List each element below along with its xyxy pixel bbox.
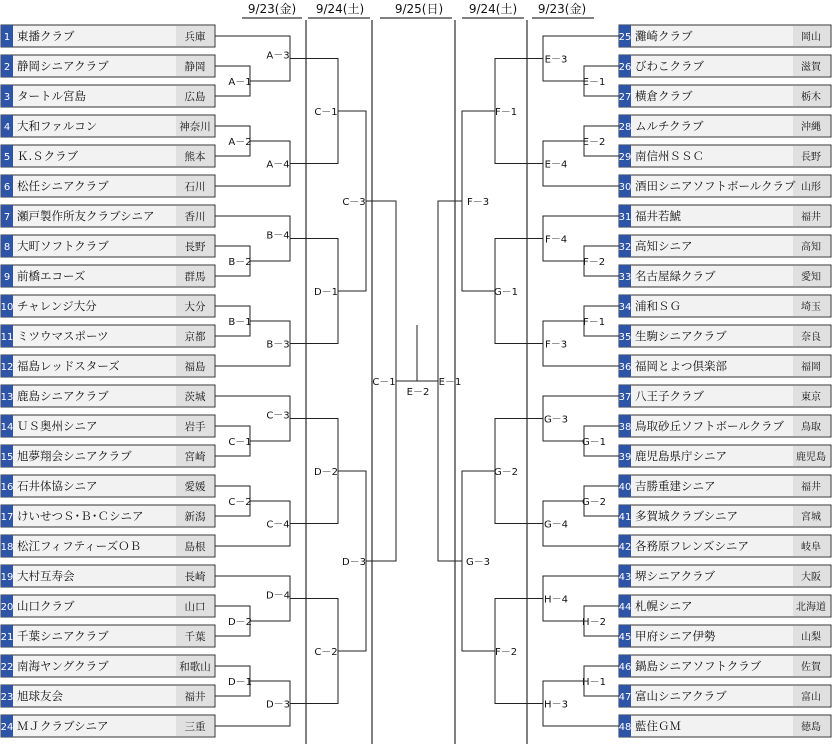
team-prefecture: 岩手 [184,421,206,433]
team-entry [1,325,215,347]
team-prefecture: 新潟 [184,511,206,523]
match-label: C－1 [228,437,252,448]
match-label: G－2 [493,467,519,478]
team-prefecture: 鳥取 [801,422,821,433]
seed-number: 34 [618,302,632,313]
match-label: H－3 [544,699,568,711]
team-prefecture: 山口 [184,601,206,613]
team-name: 浦和ＳＧ [635,299,681,313]
team-prefecture: 兵庫 [184,31,206,43]
team-prefecture: 長野 [184,241,206,253]
seed-number: 3 [3,92,11,103]
seed-number: 19 [0,572,14,583]
match-label: B－1 [228,317,252,328]
seed-number: 32 [618,242,632,253]
seed-number: 14 [0,422,14,433]
team-entry [1,145,215,167]
team-name: 吉勝重建シニア [635,479,716,493]
team-entry [619,415,831,437]
team-prefecture: 山梨 [801,632,821,643]
match-label: A－3 [266,50,290,62]
seed-number: 28 [618,122,632,133]
match-label: C－4 [266,519,290,531]
seed-number: 36 [618,362,632,373]
match-label: G－1 [493,287,519,298]
team-prefecture: 福島 [184,361,206,373]
team-name: 灘崎クラブ [635,29,693,43]
match-label: F－4 [544,234,568,246]
seed-number: 26 [618,62,632,73]
team-prefecture: 大阪 [801,572,821,583]
team-prefecture: 徳島 [801,722,821,733]
team-name: 南信州ＳＳＣ [635,149,704,163]
match-label: C－3 [266,410,290,422]
team-prefecture: 鹿児島 [796,452,826,463]
team-entry [619,145,831,167]
seed-number: 38 [618,422,632,433]
team-prefecture: 石川 [184,181,206,193]
seed-number: 39 [618,452,632,463]
team-name: びわこクラブ [635,59,704,73]
match-label: A－1 [228,77,252,88]
team-name: 旭球友会 [17,689,63,703]
team-entry [619,505,831,527]
team-entry [1,235,215,257]
team-entry [1,55,215,77]
team-prefecture: 香川 [184,211,206,223]
team-entry [619,655,831,677]
match-label: F－1 [582,317,606,328]
team-prefecture: 滋賀 [801,62,821,73]
team-prefecture: 長崎 [184,571,206,583]
match-label: E－4 [544,159,568,171]
team-entry [1,595,215,617]
team-prefecture: 群馬 [184,271,206,283]
team-name: 各務原フレンズシニア [635,539,749,553]
team-prefecture: 山形 [801,182,821,193]
match-label: C－1 [372,377,396,388]
team-entry [1,205,215,227]
team-name: 札幌シニア [635,599,693,613]
date-header: 9/24(土) [315,2,365,16]
team-name: タートル宮島 [17,89,86,103]
seed-number: 24 [0,722,14,733]
match-label: D－4 [265,590,291,602]
team-entry [619,595,831,617]
seed-number: 48 [618,722,632,733]
team-entry [1,685,215,707]
team-name: 鳥取砂丘ソフトボールクラブ [635,419,785,433]
team-prefecture: 佐賀 [801,662,821,673]
seed-number: 1 [3,32,11,43]
team-entry [1,115,215,137]
team-name: 福岡とよつ倶楽部 [635,359,727,373]
team-prefecture: 北海道 [796,602,826,613]
seed-number: 42 [618,542,632,553]
team-prefecture: 富山 [801,692,821,703]
team-name: 松任シニアクラブ [17,179,109,193]
match-label: D－1 [227,677,253,688]
team-entry [1,565,215,587]
team-prefecture: 茨城 [184,391,206,403]
team-entry [619,535,831,557]
seed-number: 20 [0,602,14,613]
match-label: C－3 [342,197,366,208]
team-name: 鹿島シニアクラブ [17,389,109,403]
seed-number: 2 [3,62,11,73]
seed-number: 7 [3,212,11,223]
seed-number: 11 [0,332,14,343]
team-name: 千葉シニアクラブ [17,629,109,643]
team-prefecture: 栃木 [801,92,821,103]
team-name: 鹿児島県庁シニア [635,449,727,463]
team-name: 石井体協シニア [17,479,98,493]
team-name: 甲府シニア伊勢 [635,629,716,643]
team-name: ＵＳ奥州シニア [17,419,98,433]
team-name: ムルチクラブ [635,119,704,133]
team-name: 福井若鯱 [635,209,681,223]
seed-number: 16 [0,482,14,493]
team-entry [619,325,831,347]
seed-number: 33 [618,272,632,283]
team-entry [619,25,831,47]
team-entry [619,685,831,707]
team-name: 旭夢翔会シニアクラブ [17,449,132,463]
seed-number: 9 [3,272,11,283]
match-label: C－2 [314,647,338,658]
team-name: 多賀城クラブシニア [635,509,739,523]
team-name: 八王子クラブ [635,389,704,403]
match-label: E－3 [544,54,568,66]
team-prefecture: 沖縄 [801,122,821,133]
match-label: E－2 [582,137,606,148]
team-prefecture: 神奈川 [179,121,211,133]
team-name: 名古屋緑クラブ [635,269,716,283]
team-entry [1,415,215,437]
team-entry [1,625,215,647]
team-name: 大和ファルコン [17,119,98,133]
match-label: H－4 [544,594,568,606]
seed-number: 8 [3,242,11,253]
team-entry [619,355,831,377]
match-label: E－2 [406,387,430,398]
seed-number: 4 [3,122,11,133]
seed-number: 35 [618,332,632,343]
seed-number: 13 [0,392,14,403]
match-label: F－2 [494,647,518,658]
team-name: 東播クラブ [17,29,75,43]
match-label: E－1 [582,77,606,88]
team-name: 瀬戸製作所友クラブシニア [17,209,155,223]
team-prefecture: 愛媛 [184,481,206,493]
team-name: 生駒シニアクラブ [635,329,727,343]
team-name: 大町ソフトクラブ [17,239,109,253]
match-label: E－1 [438,377,462,388]
team-entry [1,475,215,497]
match-label: D－2 [227,617,253,628]
match-label: F－2 [582,257,606,268]
team-name: 藍住ＧＭ [635,719,681,733]
team-name: ＭＪクラブシニア [17,719,109,733]
seed-number: 25 [618,32,632,43]
match-label: B－3 [266,339,290,351]
team-entry [619,85,831,107]
team-entry [1,715,215,737]
match-label: G－1 [581,437,607,448]
team-entry [619,565,831,587]
date-header: 9/23(金) [537,2,587,16]
match-label: B－4 [266,230,290,242]
team-name: ミツウマスポーツ [17,329,109,343]
match-label: D－3 [341,557,367,568]
match-label: H－1 [582,677,606,688]
seed-number: 27 [618,92,632,103]
team-entry [1,445,215,467]
seed-number: 17 [0,512,14,523]
team-name: 高知シニア [635,239,693,253]
match-label: B－2 [228,257,252,268]
team-prefecture: 福井 [801,212,821,223]
seed-number: 22 [0,662,14,673]
team-entry [619,385,831,407]
team-prefecture: 大分 [184,301,206,313]
match-label: F－1 [494,107,518,118]
match-label: G－3 [543,414,569,426]
seed-number: 41 [618,512,632,523]
team-name: 福島レッドスターズ [17,359,120,373]
team-entry [619,205,831,227]
team-prefecture: 広島 [184,91,206,103]
team-name: 富山シニアクラブ [635,689,727,703]
team-name: 松江フィフティーズＯＢ [17,539,142,553]
team-entry [1,175,215,197]
team-prefecture: 熊本 [184,151,206,163]
team-prefecture: 宮城 [801,512,821,523]
team-prefecture: 京都 [184,331,206,343]
seed-number: 44 [618,602,632,613]
team-entry [619,175,831,197]
seed-number: 6 [3,182,11,193]
match-label: D－1 [313,287,339,298]
team-name: 静岡シニアクラブ [17,59,109,73]
team-prefecture: 和歌山 [179,661,211,673]
team-entry [1,25,215,47]
team-entry [1,85,215,107]
team-name: チャレンジ大分 [17,299,97,313]
team-prefecture: 福岡 [801,362,821,373]
team-prefecture: 埼玉 [801,302,821,313]
team-name: Ｋ.Ｓクラブ [17,149,79,163]
match-label: F－3 [544,339,568,351]
match-label: G－3 [465,557,491,568]
team-entry [1,655,215,677]
team-entry [1,535,215,557]
seed-number: 45 [618,632,632,643]
team-name: 山口クラブ [17,599,75,613]
seed-number: 5 [3,152,11,163]
team-prefecture: 静岡 [184,61,206,73]
seed-number: 23 [0,692,14,703]
seed-number: 47 [618,692,632,703]
team-prefecture: 三重 [184,721,206,733]
team-entry [1,385,215,407]
team-prefecture: 島根 [184,541,206,553]
seed-number: 12 [0,362,14,373]
team-entry [1,295,215,317]
team-prefecture: 奈良 [801,332,821,343]
match-label: D－2 [313,467,339,478]
team-entry [619,445,831,467]
team-name: 堺シニアクラブ [635,569,716,583]
team-name: 酒田シニアソフトボールクラブ [635,179,796,193]
team-prefecture: 愛知 [801,272,821,283]
team-prefecture: 岐阜 [801,542,821,553]
team-prefecture: 宮崎 [184,451,206,463]
team-prefecture: 福井 [184,691,206,703]
team-entry [619,115,831,137]
match-label: C－1 [314,107,338,118]
match-label: G－4 [543,519,569,531]
match-label: A－4 [266,159,290,171]
seed-number: 29 [618,152,632,163]
match-label: H－2 [582,617,606,628]
team-entry [619,295,831,317]
team-name: 前橋エコーズ [17,269,86,283]
seed-number: 21 [0,632,14,643]
team-name: 南海ヤングクラブ [17,659,109,673]
seed-number: 40 [618,482,632,493]
date-header: 9/25(日) [394,2,444,16]
date-header: 9/24(土) [468,2,518,16]
seed-number: 10 [0,302,14,313]
seed-number: 46 [618,662,632,673]
team-entry [1,265,215,287]
team-entry [1,355,215,377]
seed-number: 30 [618,182,632,193]
team-prefecture: 長野 [801,152,821,163]
team-prefecture: 福井 [801,482,821,493]
team-entry [619,55,831,77]
match-label: F－3 [466,197,490,208]
team-name: けいせつＳ･Ｂ･Ｃシニア [17,509,144,523]
team-name: 鍋島シニアソフトクラブ [635,659,762,673]
match-label: C－2 [228,497,252,508]
team-prefecture: 高知 [801,242,821,253]
team-entry [1,505,215,527]
team-entry [619,235,831,257]
seed-number: 18 [0,542,14,553]
team-prefecture: 東京 [801,392,821,403]
seed-number: 31 [618,212,632,223]
team-entry [619,475,831,497]
date-header: 9/23(金) [247,2,297,16]
match-label: D－3 [265,699,291,711]
team-entry [619,715,831,737]
team-prefecture: 岡山 [801,32,821,43]
team-prefecture: 千葉 [184,631,206,643]
team-entry [619,625,831,647]
team-name: 横倉クラブ [635,89,693,103]
seed-number: 15 [0,452,14,463]
match-label: A－2 [228,137,252,148]
team-name: 大村互寿会 [17,569,75,583]
match-label: G－2 [581,497,607,508]
seed-number: 43 [618,572,632,583]
seed-number: 37 [618,392,632,403]
team-entry [619,265,831,287]
